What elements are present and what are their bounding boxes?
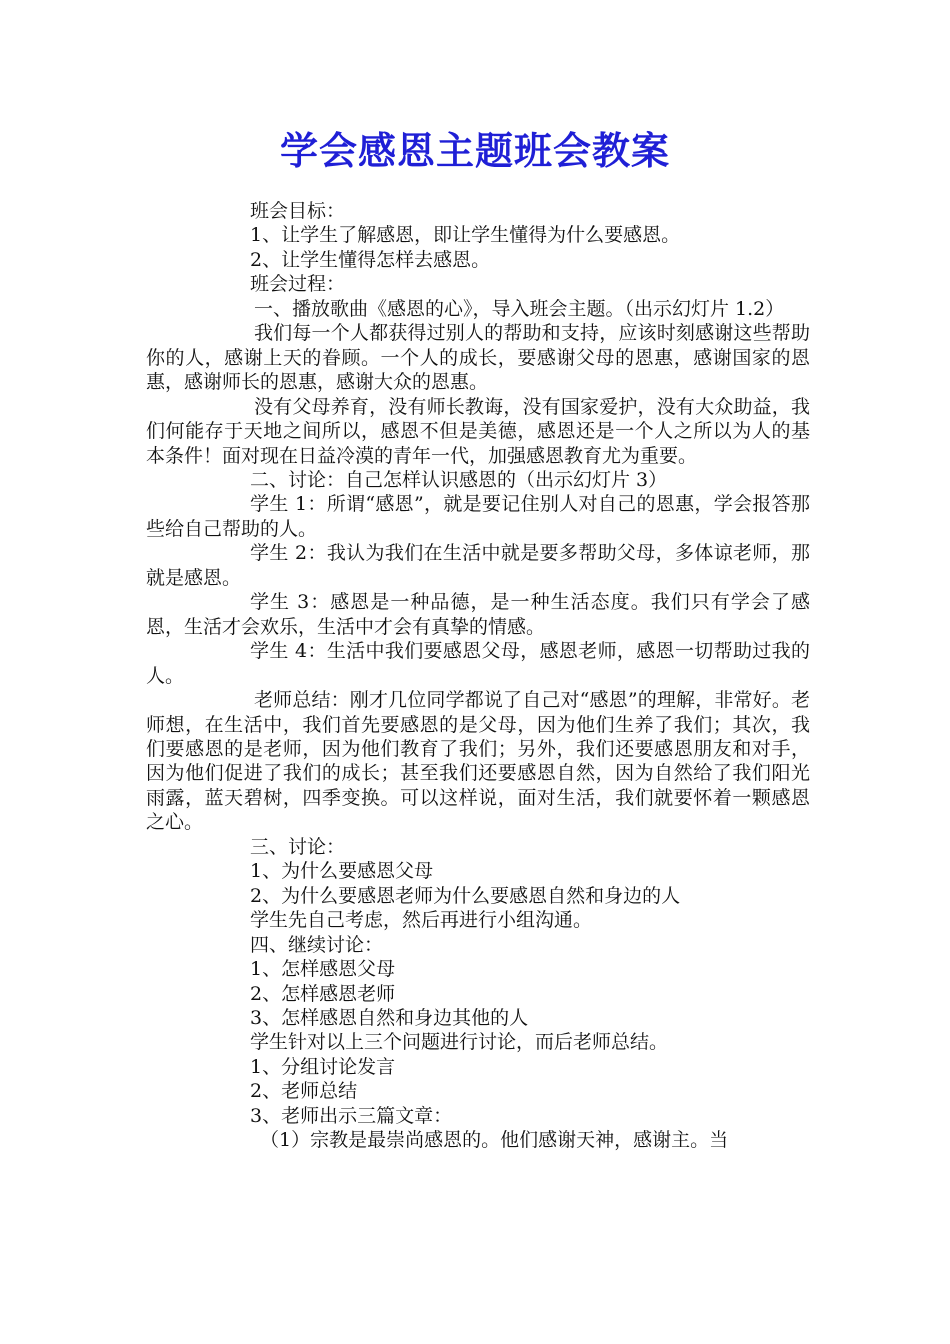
paragraph: 2、让学生懂得怎样去感恩。 xyxy=(250,248,491,271)
paragraph: 学生针对以上三个问题进行讨论，而后老师总结。 xyxy=(250,1031,669,1054)
paragraph: 一、播放歌曲《感恩的心》，导入班会主题。（出示幻灯片 1.2） xyxy=(254,297,785,320)
paragraph: 学生 3：感恩是一种品德，是一种生活态度。我们只有学会了感恩，生活才会欢乐，生活中才会有真挚的情感。 xyxy=(146,591,810,638)
paragraph: 二、讨论：自己怎样认识感恩的（出示幻灯片 3） xyxy=(250,468,668,491)
paragraph: 1、为什么要感恩父母 xyxy=(250,860,434,883)
paragraph: 学生 2：我认为我们在生活中就是要多帮助父母，多体谅老师，那就是感恩。 xyxy=(146,542,810,589)
paragraph: 没有父母养育，没有师长教诲，没有国家爱护，没有大众助益，我们何能存于天地之间所以，感恩不但是美德，感恩还是一个人之所以为人的基本条件！面对现在日益冷漠的青年一代，加强感恩教育尤为重要。 xyxy=(146,395,810,467)
paragraph: 我们每一个人都获得过别人的帮助和支持，应该时刻感谢这些帮助你的人，感谢上天的眷顾。一个人的成长，要感谢父母的恩惠，感谢国家的恩惠，感谢师长的恩惠，感谢大众的恩惠。 xyxy=(146,322,810,394)
paragraph: 3、老师出示三篇文章： xyxy=(250,1104,453,1127)
paragraph: （1）宗教是最崇尚感恩的。他们感谢天神，感谢主。当 xyxy=(260,1129,729,1152)
paragraph: 班会目标： xyxy=(250,200,346,222)
document-body xyxy=(146,199,810,1153)
paragraph: 学生 4：生活中我们要感恩父母，感恩老师，感恩一切帮助过我的人。 xyxy=(146,640,810,687)
paragraph: 1、怎样感恩父母 xyxy=(250,958,396,981)
paragraph: 2、老师总结 xyxy=(250,1080,358,1103)
paragraph: 2、怎样感恩老师 xyxy=(250,982,396,1005)
paragraph: 2、为什么要感恩老师为什么要感恩自然和身边的人 xyxy=(250,884,681,907)
document-title: 学会感恩主题班会教案 xyxy=(279,129,670,173)
paragraph: 老师总结：刚才几位同学都说了自己对“感恩”的理解，非常好。老师想，在生活中，我们首先要感恩的是父母，因为他们生养了我们；其次，我们要感恩的是老师，因为他们教育了我们；另外，我们还要感恩朋友和对手，因为他们促进了我们的成长；甚至我们还要感恩自然，因为自然给了我们阳光雨露，蓝天碧树，四季变换。可以这样说，面对生活，我们就要怀着一颗感恩之心。 xyxy=(146,689,810,834)
paragraph: 3、怎样感恩自然和身边其他的人 xyxy=(250,1006,529,1029)
paragraph: 1、让学生了解感恩，即让学生懂得为什么要感恩。 xyxy=(250,224,681,247)
paragraph: 学生先自己考虑，然后再进行小组沟通。 xyxy=(250,909,593,932)
paragraph: 班会过程： xyxy=(250,273,346,296)
paragraph: 四、继续讨论： xyxy=(250,933,384,956)
paragraph: 三、讨论： xyxy=(250,835,346,858)
paragraph: 学生 1：所谓“感恩”，就是要记住别人对自己的恩惠，学会报答那些给自己帮助的人。 xyxy=(146,493,810,540)
paragraph: 1、分组讨论发言 xyxy=(250,1055,396,1078)
